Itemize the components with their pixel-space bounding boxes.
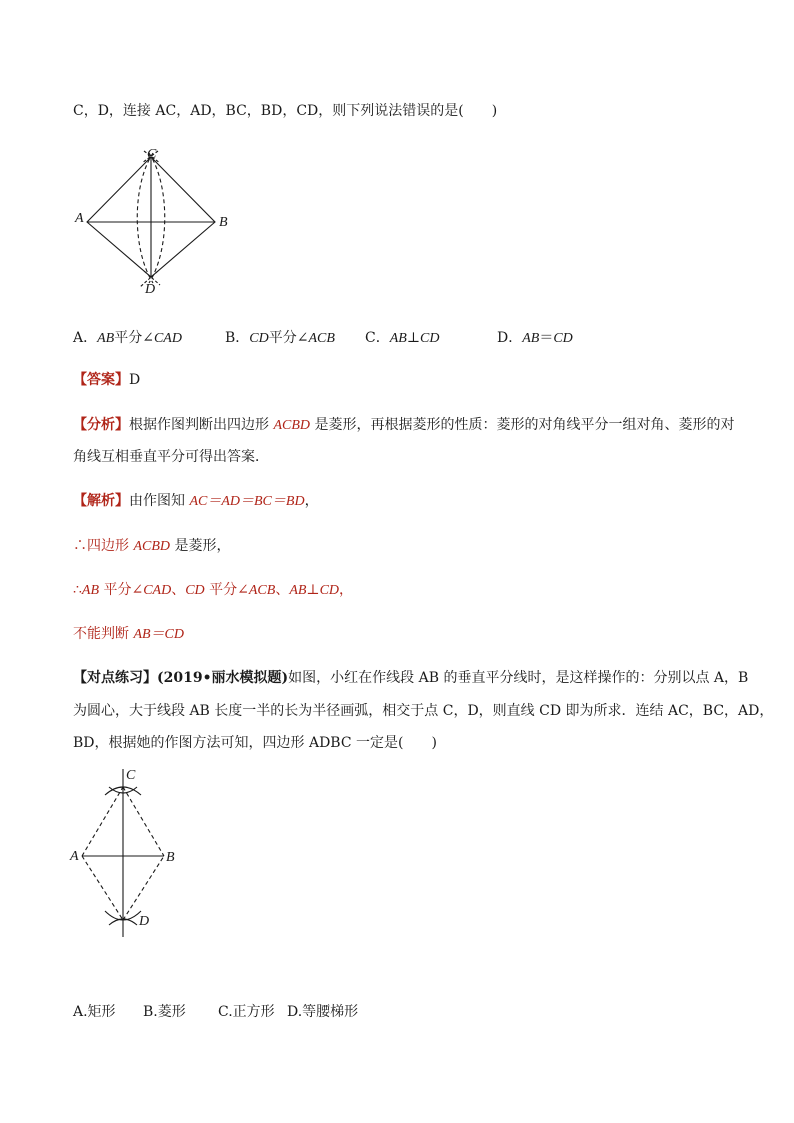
practice-source: (2019•丽水模拟题) [157, 670, 289, 686]
practice-option-d[interactable]: D.等腰梯形 [287, 1004, 359, 1020]
q1-option-b[interactable]: B．CD平分∠ACB [225, 330, 335, 346]
answer-value: D [129, 372, 141, 388]
practice-label-c: C [126, 768, 136, 783]
q1-figure [70, 145, 270, 305]
answer-line [73, 371, 140, 389]
practice-label-b: B [166, 850, 175, 865]
practice-side-ac [82, 787, 123, 856]
q1-label-d: D [145, 282, 156, 297]
practice-option-b[interactable]: B.菱形 [143, 1004, 186, 1020]
q1-option-c[interactable]: C．AB⊥CD [365, 330, 440, 346]
practice-side-cb [123, 787, 164, 856]
q1-label-c: C [147, 147, 157, 162]
practice-label-d: D [139, 914, 150, 929]
solution-line-3: ∴AB 平分∠CAD、CD 平分∠ACB、AB⊥CD， [73, 582, 354, 598]
answer-tag: 【答案】 [73, 372, 129, 388]
practice-line-3: BD，根据她的作图方法可知，四边形 ADBC 一定是( ) [73, 735, 437, 751]
q1-label-a: A [75, 211, 84, 226]
solution-tag: 【解析】 [73, 493, 129, 509]
solution-line-1: 【解析】由作图知 AC＝AD＝BC＝BD， [73, 493, 319, 509]
practice-option-c[interactable]: C.正方形 [218, 1004, 275, 1020]
practice-side-ad [82, 856, 123, 920]
q1-stem-text: C，D，连接 AC，AD，BC，BD，CD，则下列说法错误的是( ) [73, 103, 498, 119]
practice-line-1: 【对点练习】(2019•丽水模拟题)如图，小红在作线段 AB 的垂直平分线时，是这样操作的：分别以点 A，B [73, 670, 749, 686]
q1-option-d[interactable]: D．AB＝CD [497, 330, 573, 346]
practice-line-2: 为圆心，大于线段 AB 长度一半的长为半径画弧，相交于点 C，D，则直线 CD 即为所求．连结 AC，BC，AD， [73, 703, 774, 719]
solution-line-4: 不能判断 AB＝CD [73, 626, 185, 642]
practice-option-a[interactable]: A.矩形 [73, 1004, 116, 1020]
analysis-line-2: 角线互相垂直平分可得出答案． [73, 449, 269, 465]
analysis-tag: 【分析】 [73, 417, 129, 433]
q1-stem [73, 102, 497, 120]
practice-tag: 【对点练习】 [73, 670, 157, 686]
practice-label-a: A [70, 849, 79, 864]
analysis-line-1: 【分析】根据作图判断出四边形 ACBD 是菱形，再根据菱形的性质：菱形的对角线平分一组对角、菱形的对 [73, 417, 735, 433]
q1-option-a[interactable]: A．AB平分∠CAD [73, 330, 182, 346]
q1-label-b: B [219, 215, 228, 230]
solution-line-2: ∴四边形 ACBD 是菱形， [73, 538, 231, 554]
practice-figure [65, 765, 195, 945]
practice-side-db [123, 856, 164, 920]
